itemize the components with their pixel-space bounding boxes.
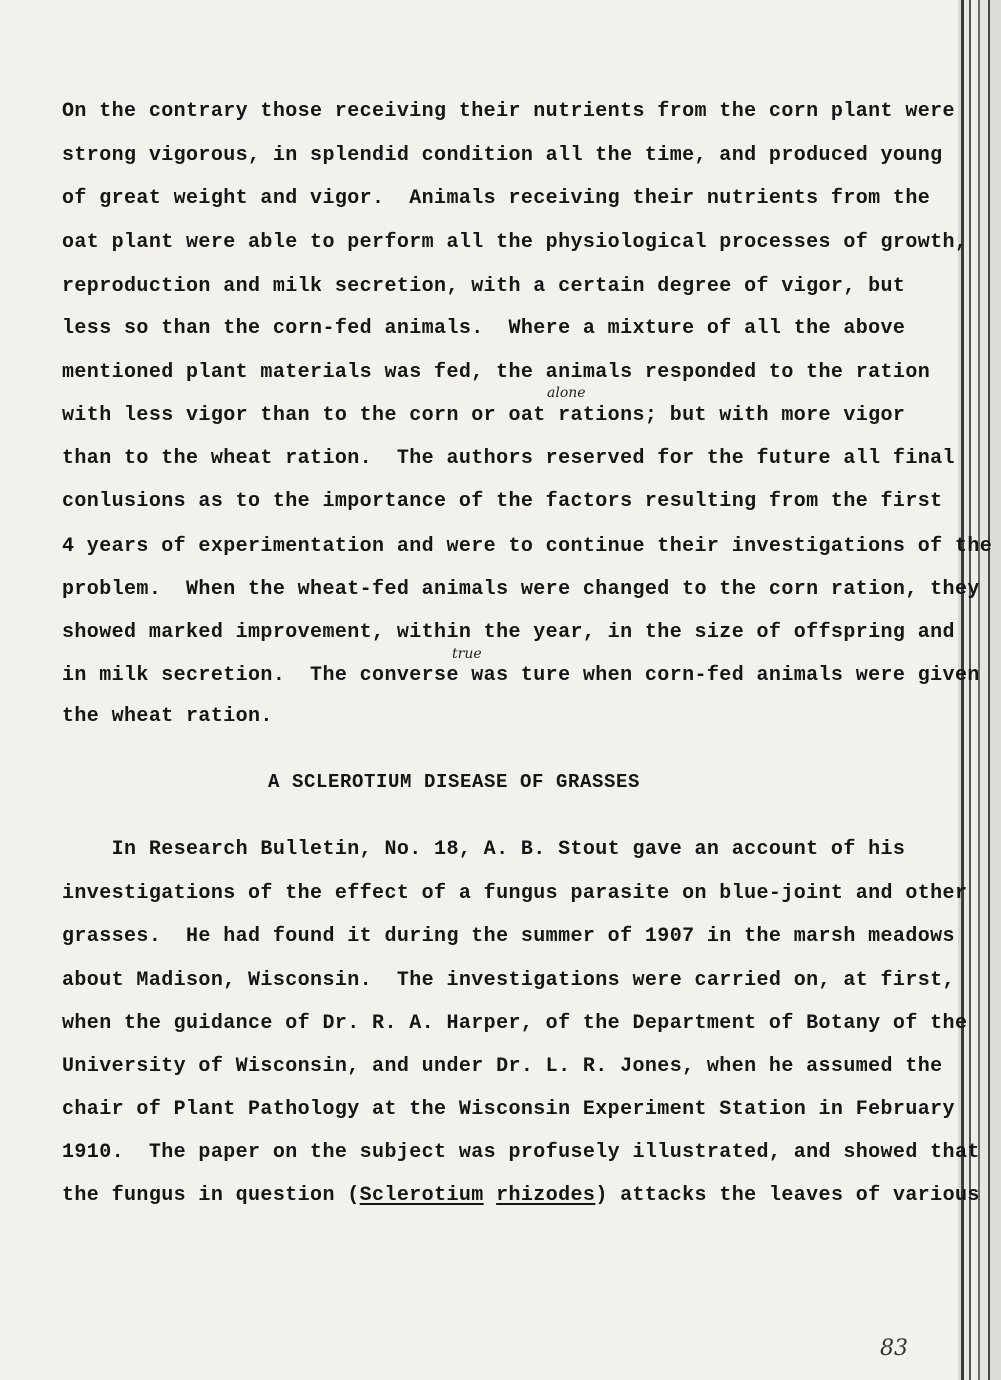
paragraph-2-line: University of Wisconsin, and under Dr. L. R. Jones, when he assumed the (62, 1055, 943, 1078)
paragraph-1-line: with less vigor than to the corn or oat rations; but with more vigor (62, 404, 906, 427)
paragraph-1-line: reproduction and milk secretion, with a certain degree of vigor, but (62, 275, 906, 298)
last-line-start: the fungus in question ( (62, 1184, 360, 1207)
paragraph-1-line: strong vigorous, in splendid condition all the time, and produced young (62, 144, 943, 167)
paragraph-1-line: in milk secretion. The converse was ture when corn-fed animals were given (62, 664, 980, 687)
paragraph-1-line: showed marked improvement, within the year, in the size of offspring and (62, 621, 955, 644)
paragraph-2-last-line (62, 1184, 980, 1207)
section-heading: A SCLEROTIUM DISEASE OF GRASSES (268, 771, 641, 793)
page-number: 83 (880, 1336, 908, 1361)
paragraph-1-line: conlusions as to the importance of the factors resulting from the first (62, 490, 943, 513)
paragraph-2-line: In Research Bulletin, No. 18, A. B. Stout gave an account of his (62, 838, 906, 861)
paragraph-1-line: On the contrary those receiving their nutrients from the corn plant were (62, 100, 955, 123)
last-line-end: ) attacks the leaves of various (595, 1184, 980, 1207)
paragraph-1-line: less so than the corn-fed animals. Where a mixture of all the above (62, 317, 906, 340)
genus-name: Sclerotium (359, 1184, 484, 1207)
paragraph-1-line: oat plant were able to perform all the physiological processes of growth, (62, 231, 968, 254)
paragraph-1-line: 4 years of experimentation and were to continue their investigations of the (62, 535, 993, 558)
paragraph-1-line: mentioned plant materials was fed, the animals responded to the ration (62, 361, 931, 384)
paragraph-2-line: when the guidance of Dr. R. A. Harper, of the Department of Botany of the (62, 1012, 968, 1035)
paragraph-1-line: than to the wheat ration. The authors reserved for the future all final (62, 447, 955, 470)
paragraph-2-line: investigations of the effect of a fungus parasite on blue-joint and other (62, 882, 968, 905)
paragraph-1-line: of great weight and vigor. Animals receiving their nutrients from the (62, 187, 931, 210)
paragraph-2-line: chair of Plant Pathology at the Wisconsin Experiment Station in February (62, 1098, 955, 1121)
species-name: rhizodes (496, 1184, 596, 1207)
paragraph-1-line: problem. When the wheat-fed animals were changed to the corn ration, they (62, 578, 980, 601)
paragraph-2-line: grasses. He had found it during the summer of 1907 in the marsh meadows (62, 925, 955, 948)
page-stack-edge (958, 0, 1001, 1380)
handwritten-annotation-alone: alone (547, 385, 586, 401)
paragraph-2-line: 1910. The paper on the subject was profusely illustrated, and showed that (62, 1141, 980, 1164)
paragraph-1-line: the wheat ration. (62, 705, 273, 728)
paragraph-2-line: about Madison, Wisconsin. The investigations were carried on, at first, (62, 969, 955, 992)
handwritten-annotation-true: true (452, 646, 482, 662)
